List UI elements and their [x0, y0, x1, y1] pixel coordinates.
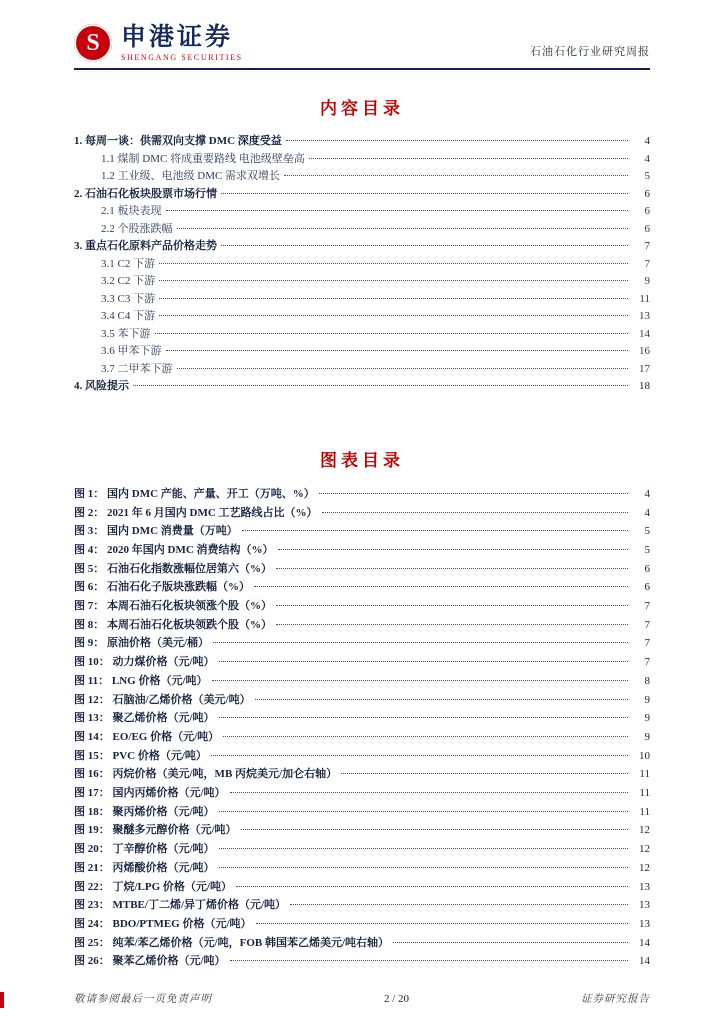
toc-entry[interactable]: [74, 378, 650, 396]
figure-entry-label: 图 17： 国内丙烯价格（元/吨）: [74, 787, 226, 800]
report-header: [0, 0, 724, 68]
figure-entry[interactable]: [74, 504, 650, 523]
report-type-label: 石油石化行业研究周报: [530, 46, 650, 59]
figure-entry-page-number: 13: [639, 917, 650, 930]
toc-entry-label: 3.1 C2 下游: [101, 257, 156, 270]
leader-dots: [393, 942, 628, 943]
figure-entry-page-number: 7: [644, 618, 650, 631]
leader-dots: [219, 661, 628, 662]
toc-entry-page-number: 18: [639, 380, 650, 393]
leader-dots: [219, 717, 628, 718]
toc-entry-page-number: 4: [644, 152, 650, 165]
figure-entry-label: 图 11： LNG 价格（元/吨）: [74, 674, 208, 687]
figure-entry-label: 图 13： 聚乙烯价格（元/吨）: [74, 712, 215, 725]
leader-dots: [159, 298, 628, 299]
figure-entry[interactable]: [74, 784, 650, 803]
footer-report-label: 证券研究报告: [581, 994, 650, 1005]
figure-entry-label: 图 24： BDO/PTMEG 价格（元/吨）: [74, 917, 252, 930]
toc-entry-label: 2. 石油石化板块股票市场行情: [74, 187, 217, 200]
figure-entry[interactable]: [74, 597, 650, 616]
figure-entry[interactable]: [74, 896, 650, 915]
toc-entry-label: 3.6 甲苯下游: [101, 345, 162, 358]
toc-entry[interactable]: [74, 326, 650, 344]
figure-entry-page-number: 6: [644, 562, 650, 575]
toc-entry-page-number: 9: [644, 275, 650, 288]
leader-dots: [286, 140, 628, 141]
toc-entry-page-number: 13: [639, 310, 650, 323]
leader-dots: [219, 848, 628, 849]
toc-entry-page-number: 14: [639, 327, 650, 340]
figures-list: [0, 485, 724, 971]
figure-entry[interactable]: [74, 765, 650, 784]
toc-entry[interactable]: [74, 151, 650, 169]
figure-entry-page-number: 7: [644, 637, 650, 650]
toc-entry[interactable]: [74, 203, 650, 221]
figure-entry-page-number: 12: [639, 843, 650, 856]
toc-entry-page-number: 4: [644, 135, 650, 148]
leader-dots: [254, 586, 628, 587]
figure-entry-label: 图 3： 国内 DMC 消费量（万吨）: [74, 525, 238, 538]
leader-dots: [219, 811, 628, 812]
toc-entry[interactable]: [74, 133, 650, 151]
leader-dots: [221, 245, 628, 246]
figure-entry-page-number: 13: [639, 880, 650, 893]
toc-entry-page-number: 16: [639, 345, 650, 358]
toc-entry-page-number: 6: [644, 187, 650, 200]
figure-entry-label: 图 2： 2021 年 6 月国内 DMC 工艺路线占比（%）: [74, 506, 318, 519]
leader-dots: [223, 736, 628, 737]
leader-dots: [159, 315, 628, 316]
figure-entry-page-number: 6: [644, 581, 650, 594]
leader-dots: [159, 280, 628, 281]
figures-section: [0, 446, 724, 971]
leader-dots: [322, 512, 628, 513]
figure-entry[interactable]: [74, 541, 650, 560]
figure-entry-page-number: 10: [639, 749, 650, 762]
leader-dots: [155, 333, 629, 334]
figure-entry-label: 图 21： 丙烯酸价格（元/吨）: [74, 861, 215, 874]
figure-entry-label: 图 16： 丙烷价格（美元/吨，MB 丙烷美元/加仑右轴）: [74, 768, 338, 781]
toc-entry-label: 3.4 C4 下游: [101, 310, 156, 323]
leader-dots: [177, 368, 629, 369]
leader-dots: [284, 175, 628, 176]
leader-dots: [278, 549, 628, 550]
figure-entry-page-number: 11: [639, 805, 650, 818]
toc-entry-label: 3.2 C2 下游: [101, 275, 156, 288]
leader-dots: [159, 263, 628, 264]
toc-entry[interactable]: [74, 256, 650, 274]
brand-name-en: SHENGANG SECURITIES: [121, 52, 243, 62]
figure-entry[interactable]: [74, 672, 650, 691]
figure-entry[interactable]: [74, 522, 650, 541]
figure-entry[interactable]: [74, 485, 650, 504]
leader-dots: [242, 530, 628, 531]
figure-entry-label: 图 25： 纯苯/苯乙烯价格（元/吨，FOB 韩国苯乙烯美元/吨右轴）: [74, 936, 390, 949]
leader-dots: [211, 755, 628, 756]
figure-entry[interactable]: [74, 803, 650, 822]
figure-entry-page-number: 14: [639, 936, 650, 949]
company-logo-icon: S: [74, 24, 112, 62]
toc-entry-label: 2.1 板块表现: [101, 205, 162, 218]
leader-dots: [221, 193, 628, 194]
brand: [74, 24, 243, 62]
figure-entry-label: 图 9： 原油价格（美元/桶）: [74, 637, 210, 650]
figure-entry[interactable]: [74, 915, 650, 934]
figure-entry-page-number: 9: [644, 730, 650, 743]
brand-text: [121, 24, 243, 62]
toc-entry[interactable]: [74, 343, 650, 361]
toc-entry-page-number: 6: [644, 205, 650, 218]
leader-dots: [212, 680, 628, 681]
leader-dots: [133, 385, 628, 386]
figure-entry-page-number: 14: [639, 955, 650, 968]
toc-entry[interactable]: [74, 273, 650, 291]
toc-entry-page-number: 7: [644, 257, 650, 270]
figure-entry[interactable]: [74, 952, 650, 971]
leader-dots: [256, 923, 628, 924]
toc-entry[interactable]: [74, 308, 650, 326]
contents-section: [0, 94, 724, 396]
leader-dots: [236, 886, 628, 887]
figure-entry-page-number: 4: [644, 487, 650, 500]
figure-entry-page-number: 9: [644, 693, 650, 706]
figure-entry-page-number: 11: [639, 787, 650, 800]
figure-entry[interactable]: [74, 616, 650, 635]
contents-title: 内容目录: [320, 99, 404, 119]
toc-entry-label: 3.5 苯下游: [101, 327, 151, 340]
contents-list: [0, 133, 724, 396]
toc-entry-label: 3.7 二甲苯下游: [101, 362, 173, 375]
leader-dots: [341, 773, 628, 774]
toc-entry-label: 4. 风险提示: [74, 380, 129, 393]
toc-entry[interactable]: [74, 186, 650, 204]
figure-entry-label: 图 10： 动力煤价格（元/吨）: [74, 656, 215, 669]
figure-entry[interactable]: [74, 821, 650, 840]
toc-entry[interactable]: [74, 221, 650, 239]
leader-dots: [319, 493, 628, 494]
figure-entry-label: 图 14： EO/EG 价格（元/吨）: [74, 730, 220, 743]
header-divider: [74, 68, 650, 70]
leader-dots: [309, 158, 628, 159]
leader-dots: [166, 350, 629, 351]
report-footer: [74, 991, 650, 1006]
figure-entry[interactable]: [74, 691, 650, 710]
figure-entry-page-number: 12: [639, 824, 650, 837]
figure-entry-label: 图 23： MTBE/丁二烯/异丁烯价格（元/吨）: [74, 899, 287, 912]
toc-entry-page-number: 6: [644, 222, 650, 235]
leader-dots: [177, 228, 629, 229]
toc-entry-page-number: 7: [644, 240, 650, 253]
figure-entry[interactable]: [74, 934, 650, 953]
toc-entry-page-number: 17: [639, 362, 650, 375]
toc-entry-label: 1.1 煤制 DMC 将成重要路线 电池级壁垒高: [101, 152, 305, 165]
toc-entry-label: 1.2 工业级、电池级 DMC 需求双增长: [101, 170, 281, 183]
figure-entry-label: 图 6： 石油石化子版块涨跌幅（%）: [74, 581, 250, 594]
toc-entry[interactable]: [74, 291, 650, 309]
leader-dots: [276, 605, 628, 606]
toc-entry-page-number: 5: [644, 170, 650, 183]
leader-dots: [219, 867, 628, 868]
figure-entry-label: 图 19： 聚醚多元醇价格（元/吨）: [74, 824, 237, 837]
figure-entry-label: 图 26： 聚苯乙烯价格（元/吨）: [74, 955, 226, 968]
figure-entry-page-number: 13: [639, 899, 650, 912]
figure-entry[interactable]: [74, 728, 650, 747]
footer-disclaimer: 敬请参阅最后一页免责声明: [74, 994, 212, 1005]
figure-entry[interactable]: [74, 709, 650, 728]
brand-name-cn: 申港证券: [121, 24, 234, 51]
figure-entry[interactable]: [74, 747, 650, 766]
leader-dots: [166, 210, 629, 211]
toc-entry-page-number: 11: [639, 292, 650, 305]
figure-entry-page-number: 5: [644, 525, 650, 538]
toc-entry-label: 2.2 个股涨跌幅: [101, 222, 173, 235]
figure-entry-page-number: 7: [644, 600, 650, 613]
figure-entry-label: 图 22： 丁烷/LPG 价格（元/吨）: [74, 880, 232, 893]
footer-page-number: 2 / 20: [383, 993, 410, 1005]
leader-dots: [255, 699, 628, 700]
figure-entry-label: 图 12： 石脑油/乙烯价格（美元/吨）: [74, 693, 251, 706]
figure-entry-label: 图 4： 2020 年国内 DMC 消费结构（%）: [74, 543, 274, 556]
figure-entry-page-number: 8: [644, 674, 650, 687]
leader-dots: [290, 904, 628, 905]
figure-entry[interactable]: [74, 653, 650, 672]
figure-entry-label: 图 1： 国内 DMC 产能、产量、开工（万吨、%）: [74, 487, 315, 500]
toc-entry-label: 3.3 C3 下游: [101, 292, 156, 305]
figure-entry[interactable]: [74, 634, 650, 653]
toc-entry[interactable]: [74, 361, 650, 379]
toc-entry-label: 3. 重点石化原料产品价格走势: [74, 240, 217, 253]
leader-dots: [241, 829, 628, 830]
figure-entry-label: 图 7： 本周石油石化板块领涨个股（%）: [74, 600, 272, 613]
figure-entry-page-number: 5: [644, 543, 650, 556]
toc-entry-label: 1. 每周一谈：供需双向支撑 DMC 深度受益: [74, 135, 282, 148]
leader-dots: [213, 642, 628, 643]
figure-entry-page-number: 12: [639, 861, 650, 874]
toc-entry[interactable]: [74, 168, 650, 186]
figure-entry-label: 图 15： PVC 价格（元/吨）: [74, 749, 207, 762]
figure-entry-label: 图 8： 本周石油石化板块领跌个股（%）: [74, 618, 272, 631]
figure-entry[interactable]: [74, 840, 650, 859]
figure-entry-page-number: 9: [644, 712, 650, 725]
leader-dots: [276, 568, 628, 569]
leader-dots: [276, 624, 628, 625]
figure-entry-page-number: 4: [644, 506, 650, 519]
footer-left-accent: [0, 992, 4, 1008]
leader-dots: [230, 960, 628, 961]
figure-entry-page-number: 11: [639, 768, 650, 781]
figure-entry[interactable]: [74, 560, 650, 579]
figure-entry-page-number: 7: [644, 656, 650, 669]
figure-entry-label: 图 18： 聚丙烯价格（元/吨）: [74, 805, 215, 818]
figure-entry-label: 图 20： 丁辛醇价格（元/吨）: [74, 843, 215, 856]
leader-dots: [230, 792, 628, 793]
figure-entry[interactable]: [74, 859, 650, 878]
figures-title: 图表目录: [320, 450, 404, 470]
figure-entry[interactable]: [74, 878, 650, 897]
toc-entry[interactable]: [74, 238, 650, 256]
figure-entry-label: 图 5： 石油石化指数涨幅位居第六（%）: [74, 562, 272, 575]
figure-entry[interactable]: [74, 578, 650, 597]
